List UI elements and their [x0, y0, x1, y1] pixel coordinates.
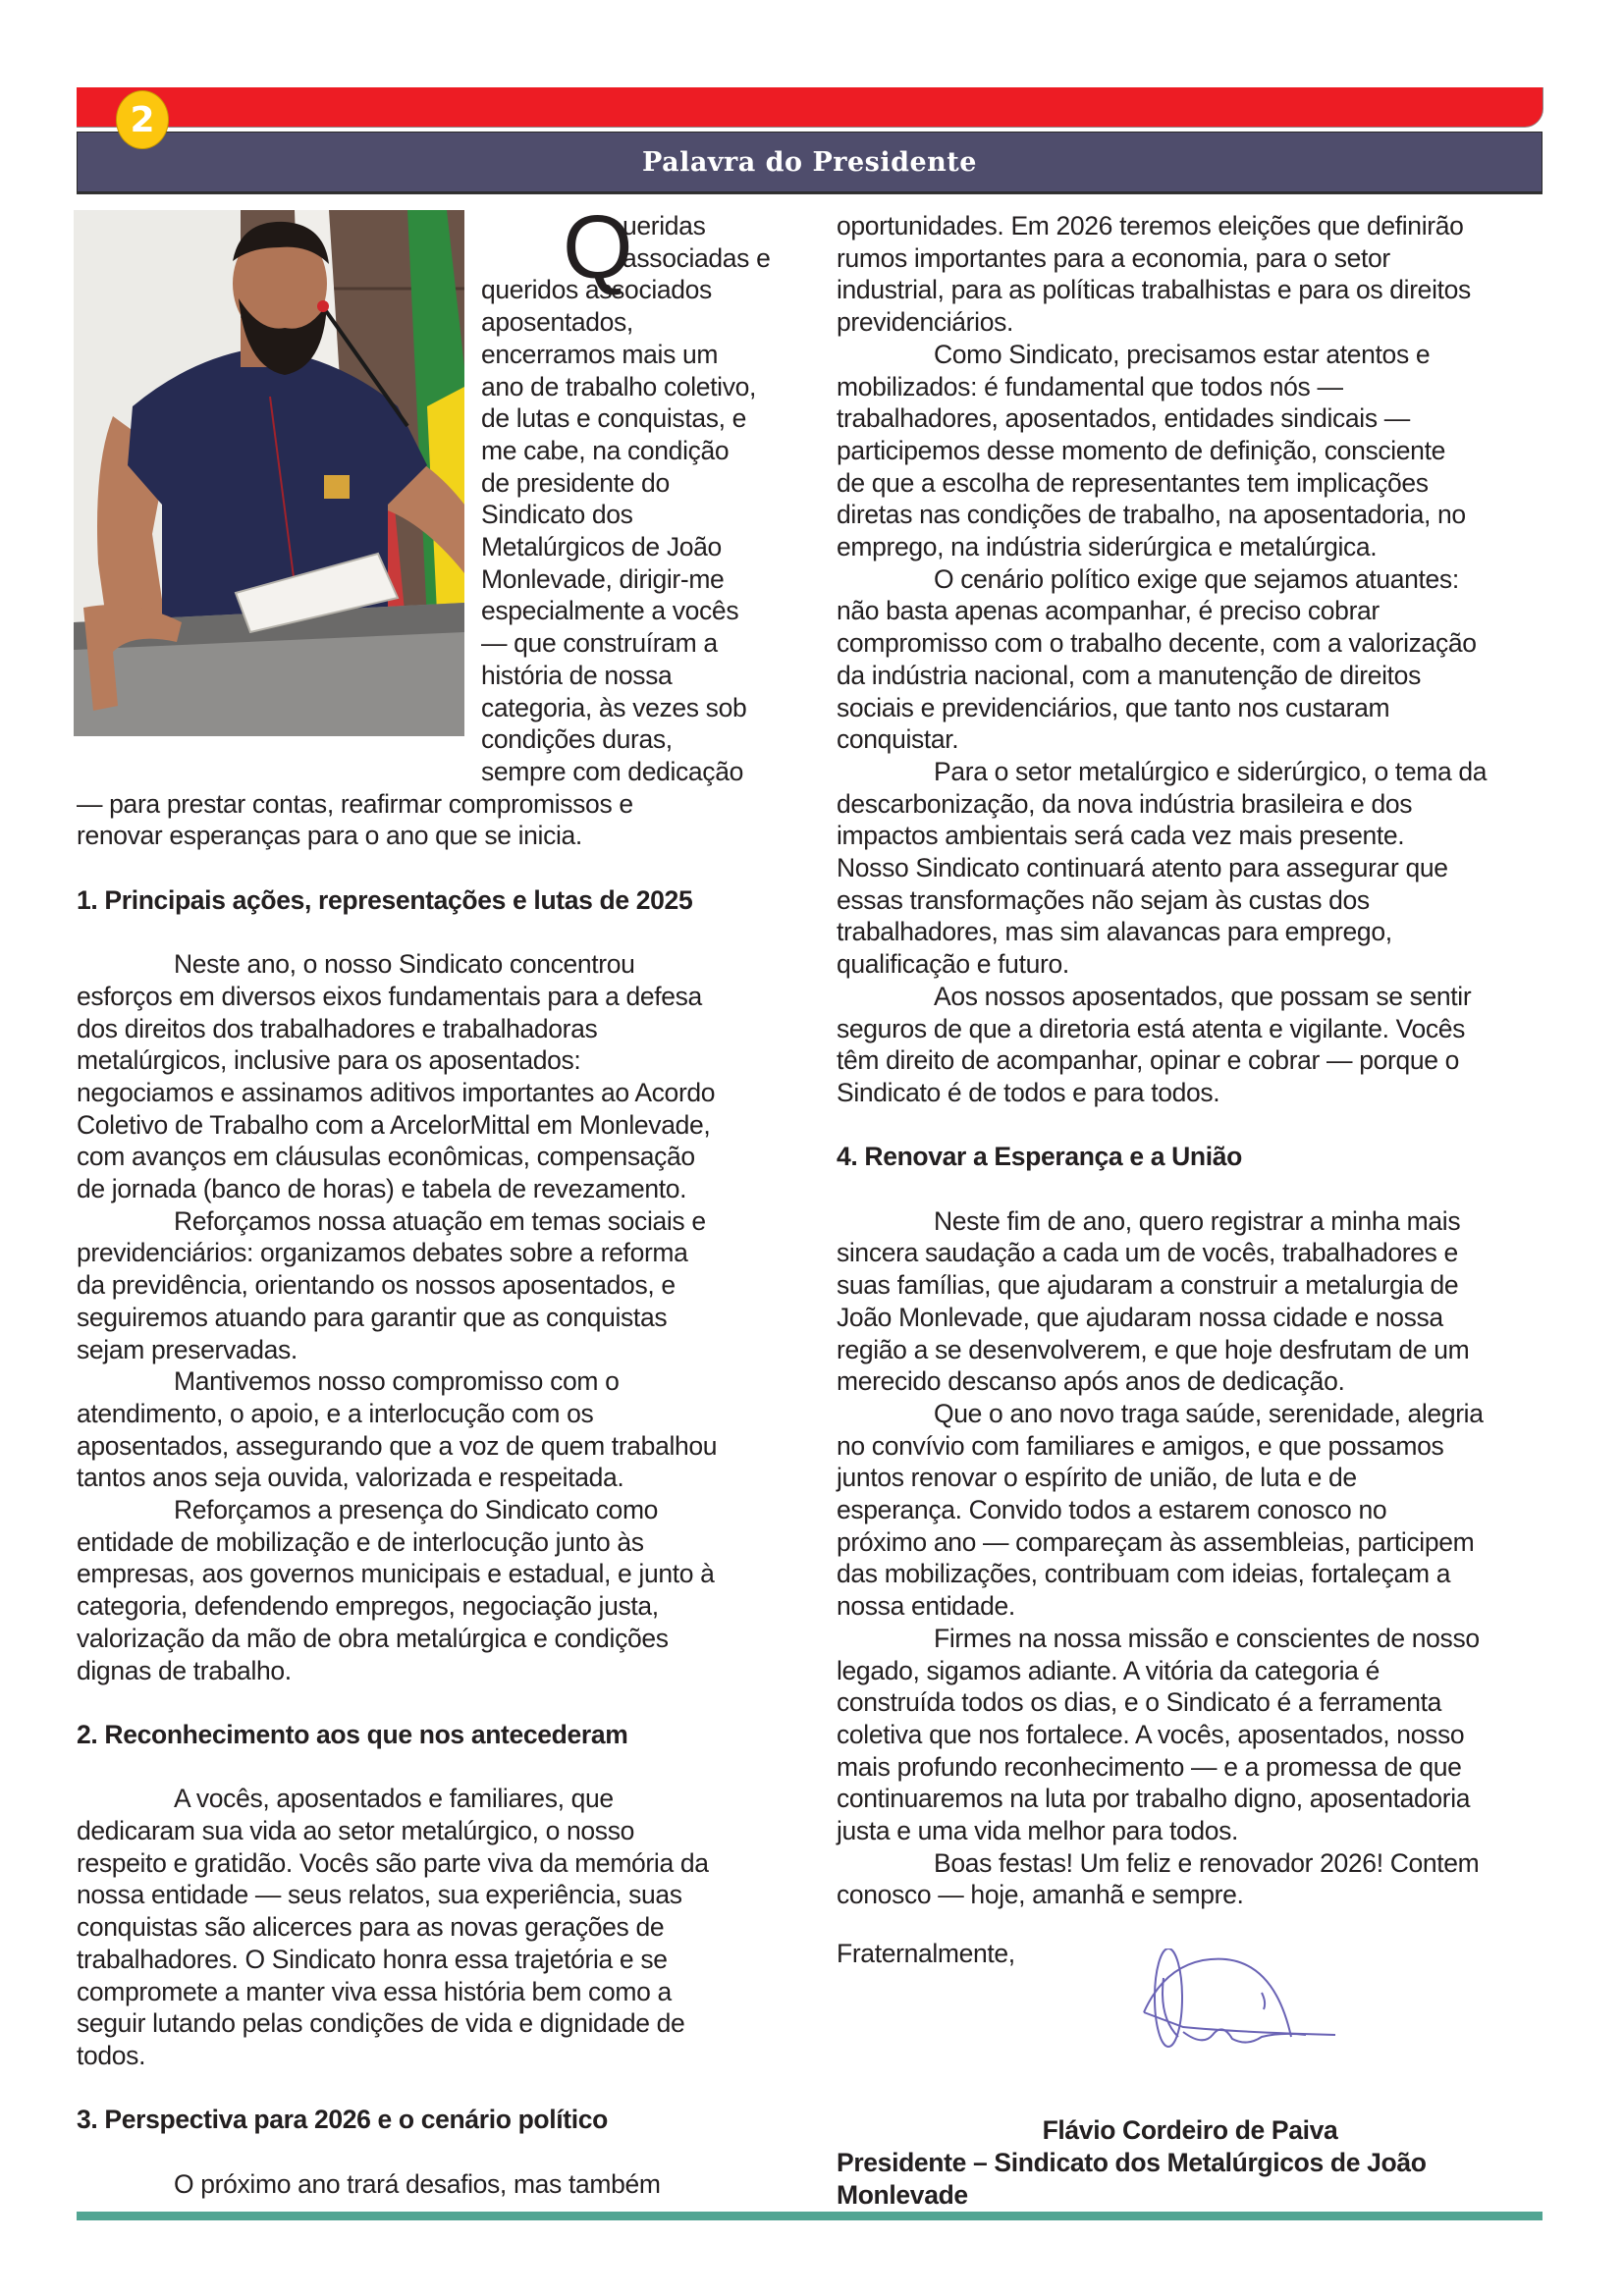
intro-line: encerramos mais um	[481, 339, 719, 369]
section-title-bar	[77, 132, 1543, 192]
paragraph-line: tantos anos seja ouvida, valorizada e respeitada.	[77, 1463, 624, 1493]
paragraph-line: da indústria nacional, com a manutenção de direitos	[837, 660, 1421, 690]
paragraph-line: coletiva que nos fortalece. A vocês, aposentados, nosso	[837, 1719, 1465, 1749]
paragraph-line: conquistas são alicerces para as novas gerações de	[77, 1912, 665, 1943]
intro-line: ano de trabalho coletivo,	[481, 371, 757, 401]
paragraph-line: A vocês, aposentados e familiares, que	[174, 1784, 614, 1814]
paragraph-line: trabalhadores. O Sindicato honra essa trajetória e se	[77, 1944, 668, 1974]
paragraph-line: no convívio com familiares e amigos, e que possamos	[837, 1430, 1444, 1461]
intro-line: associadas e	[623, 242, 771, 273]
paragraph-line: mobilizados: é fundamental que todos nós —	[837, 371, 1343, 401]
paragraph-line: valorização da mão de obra metalúrgica e condições	[77, 1623, 669, 1653]
paragraph-line: esperança. Convido todos a estarem conosco no	[837, 1495, 1387, 1524]
paragraph-line: construída todos os dias, e o Sindicato é a ferramenta	[837, 1687, 1442, 1718]
paragraph-line: respeito e gratidão. Vocês são parte viva da memória da	[77, 1847, 709, 1878]
paragraph-line: emprego, na indústria siderúrgica e metalúrgica.	[837, 532, 1378, 561]
signer-title-line-2: Monlevade	[837, 2180, 968, 2210]
paragraph-line: de jornada (banco de horas) e tabela de revezamento.	[77, 1174, 687, 1203]
paragraph-line: conosco — hoje, amanhã e sempre.	[837, 1880, 1244, 1910]
paragraph-line: Sindicato é de todos e para todos.	[837, 1077, 1220, 1107]
section-heading: 4. Renovar a Esperança e a União	[837, 1142, 1242, 1172]
paragraph-line: sincera saudação a cada um de vocês, trabalhadores e	[837, 1238, 1458, 1268]
paragraph-line: mais profundo reconhecimento — e a promessa de que	[837, 1751, 1462, 1782]
section-title: Palavra do Presidente	[642, 146, 977, 178]
intro-line: de lutas e conquistas, e	[481, 403, 747, 434]
intro-line: de presidente do	[481, 467, 670, 498]
paragraph-line: negociamos e assinamos aditivos importantes ao Acordo	[77, 1077, 716, 1107]
intro-line: — que construíram a	[481, 628, 718, 659]
paragraph-line: trabalhadores, mas sim alavancas para emprego,	[837, 917, 1392, 947]
signer-name: Flávio Cordeiro de Paiva	[1042, 2115, 1338, 2145]
paragraph-line: seguros de que a diretoria está atenta e vigilante. Vocês	[837, 1013, 1466, 1043]
paragraph-line: de que a escolha de representantes tem implicações	[837, 467, 1429, 498]
paragraph-line: juntos renovar o espírito de união, de luta e de	[837, 1463, 1357, 1493]
section-heading: 3. Perspectiva para 2026 e o cenário político	[77, 2105, 609, 2135]
closing-salutation: Fraternalmente,	[837, 1939, 1015, 1968]
paragraph-line: descarbonização, da nova indústria brasileira e dos	[837, 788, 1413, 819]
paragraph-line: previdenciários: organizamos debates sobre a reforma	[77, 1238, 688, 1268]
paragraph-line: seguiremos atuando para garantir que as conquistas	[77, 1302, 668, 1332]
intro-line: Metalúrgicos de João	[481, 532, 722, 561]
paragraph-line: justa e uma vida melhor para todos.	[837, 1816, 1239, 1845]
intro-line: queridos associados	[481, 275, 712, 305]
paragraph-line: previdenciários.	[837, 307, 1013, 338]
paragraph-line: Para o setor metalúrgico e siderúrgico, o tema da	[934, 756, 1488, 786]
paragraph-line: seguir lutando pelas condições de vida e dignidade de	[77, 2008, 685, 2039]
paragraph-line: participemos desse momento de definição, consciente	[837, 435, 1445, 465]
paragraph-line: merecido descanso após anos de dedicação.	[837, 1366, 1345, 1397]
paragraph-line: continuaremos na luta por trabalho digno, aposentadoria	[837, 1784, 1471, 1814]
paragraph-line: têm direito de acompanhar, opinar e cobrar — porque o	[837, 1045, 1460, 1076]
president-photo-illustration	[74, 210, 464, 736]
paragraph-line: oportunidades. Em 2026 teremos eleições que definirão	[837, 211, 1464, 240]
intro-line: condições duras,	[481, 724, 673, 755]
drop-cap: Q	[563, 197, 633, 297]
paragraph-line: região a se desenvolverem, e que hoje desfrutam de um	[837, 1334, 1470, 1364]
paragraph-line: Nosso Sindicato continuará atento para assegurar que	[837, 853, 1448, 882]
page-number: 2	[130, 99, 155, 140]
paragraph-line: metalúrgicos, inclusive para os aposentados:	[77, 1045, 581, 1076]
paragraph-line: essas transformações não sejam às custas dos	[837, 884, 1370, 915]
paragraph-line: qualificação e futuro.	[837, 949, 1069, 980]
paragraph-line: compromete a manter viva essa história bem como a	[77, 1976, 672, 2006]
intro-line: história de nossa	[481, 660, 673, 690]
paragraph-line: Coletivo de Trabalho com a ArcelorMittal em Monlevade,	[77, 1109, 711, 1140]
paragraph-line: esforços em diversos eixos fundamentais para a defesa	[77, 981, 702, 1011]
paragraph-line: João Monlevade, que ajudaram nossa cidade e nossa	[837, 1302, 1443, 1332]
footer-rule	[77, 2212, 1543, 2220]
section-heading: 2. Reconhecimento aos que nos antecederam	[77, 1719, 628, 1749]
paragraph-line: dedicaram sua vida ao setor metalúrgico, o nosso	[77, 1816, 634, 1845]
paragraph-line: dignas de trabalho.	[77, 1655, 292, 1685]
paragraph-line: com avanços em cláusulas econômicas, compensação	[77, 1142, 695, 1172]
paragraph-line: legado, sigamos adiante. A vitória da categoria é	[837, 1655, 1380, 1685]
intro-line: ueridas	[623, 211, 706, 240]
paragraph-line: todos.	[77, 2040, 146, 2070]
intro-line: me cabe, na condição	[481, 435, 730, 465]
paragraph-line: nossa entidade — seus relatos, sua experiência, suas	[77, 1880, 682, 1910]
paragraph-line: atendimento, o apoio, e a interlocução com os	[77, 1398, 594, 1428]
paragraph-line: da previdência, orientando os nossos aposentados, e	[77, 1270, 676, 1301]
paragraph-line: industrial, para as políticas trabalhistas e para os direitos	[837, 275, 1471, 305]
intro-line: sempre com dedicação	[481, 756, 743, 786]
paragraph-line: nossa entidade.	[837, 1591, 1015, 1622]
paragraph-line: Como Sindicato, precisamos estar atentos e	[934, 339, 1431, 369]
intro-line: renovar esperanças para o ano que se inicia.	[77, 821, 582, 851]
paragraph-line: não basta apenas acompanhar, é preciso cobrar	[837, 596, 1380, 626]
intro-line: aposentados,	[481, 307, 633, 338]
paragraph-line: Firmes na nossa missão e conscientes de nosso	[934, 1623, 1480, 1653]
signer-title-line-1: Presidente – Sindicato dos Metalúrgicos de João	[837, 2148, 1427, 2177]
paragraph-line: dos direitos dos trabalhadores e trabalhadoras	[77, 1013, 598, 1043]
paragraph-line: impactos ambientais será cada vez mais presente.	[837, 821, 1405, 851]
section-heading: 1. Principais ações, representações e lutas de 2025	[77, 884, 693, 915]
header-red-bar	[77, 87, 1543, 127]
paragraph-line: categoria, defendendo empregos, negociação justa,	[77, 1591, 659, 1622]
intro-line: — para prestar contas, reafirmar compromissos e	[77, 788, 633, 819]
paragraph-line: Mantivemos nosso compromisso com o	[174, 1366, 620, 1397]
paragraph-line: trabalhadores, aposentados, entidades sindicais —	[837, 403, 1410, 434]
paragraph-line: suas famílias, que ajudaram a construir a metalurgia de	[837, 1270, 1459, 1301]
intro-line: Sindicato dos	[481, 500, 633, 530]
paragraph-line: sociais e previdenciários, que tanto nos custaram	[837, 692, 1390, 722]
paragraph-line: conquistar.	[837, 724, 959, 755]
paragraph-line: Aos nossos aposentados, que possam se sentir	[934, 981, 1472, 1011]
president-photo	[74, 210, 464, 736]
intro-line: Monlevade, dirigir-me	[481, 563, 725, 594]
paragraph-line: sejam preservadas.	[77, 1334, 298, 1364]
paragraph-line: Reforçamos a presença do Sindicato como	[174, 1495, 659, 1524]
paragraph-line: Boas festas! Um feliz e renovador 2026! Contem	[934, 1847, 1480, 1878]
paragraph-line: entidade de mobilização e de interlocução junto às	[77, 1526, 644, 1557]
paragraph-line: Neste fim de ano, quero registrar a minha mais	[934, 1205, 1461, 1236]
paragraph-line: das mobilizações, contribuam com ideias, fortaleçam a	[837, 1559, 1451, 1589]
paragraph-line: Que o ano novo traga saúde, serenidade, alegria	[934, 1398, 1484, 1428]
paragraph-line: Neste ano, o nosso Sindicato concentrou	[174, 949, 635, 980]
paragraph-line: O cenário político exige que sejamos atuantes:	[934, 563, 1459, 594]
intro-line: especialmente a vocês	[481, 596, 739, 626]
paragraph-line: empresas, aos governos municipais e estadual, e junto à	[77, 1559, 715, 1589]
paragraph-line: rumos importantes para a economia, para o setor	[837, 242, 1390, 273]
paragraph-line: aposentados, assegurando que a voz de quem trabalhou	[77, 1430, 718, 1461]
intro-line: categoria, às vezes sob	[481, 692, 747, 722]
paragraph-line: compromisso com o trabalho decente, com a valorização	[837, 628, 1477, 659]
paragraph-line: próximo ano — compareçam às assembleias, participem	[837, 1526, 1475, 1557]
paragraph-line: diretas nas condições de trabalho, na aposentadoria, no	[837, 500, 1466, 530]
paragraph-line: Reforçamos nossa atuação em temas sociais e	[174, 1205, 706, 1236]
signature-image	[1124, 1949, 1350, 2056]
paragraph-line: O próximo ano trará desafios, mas também	[174, 2168, 661, 2199]
page-number-badge	[116, 90, 169, 149]
